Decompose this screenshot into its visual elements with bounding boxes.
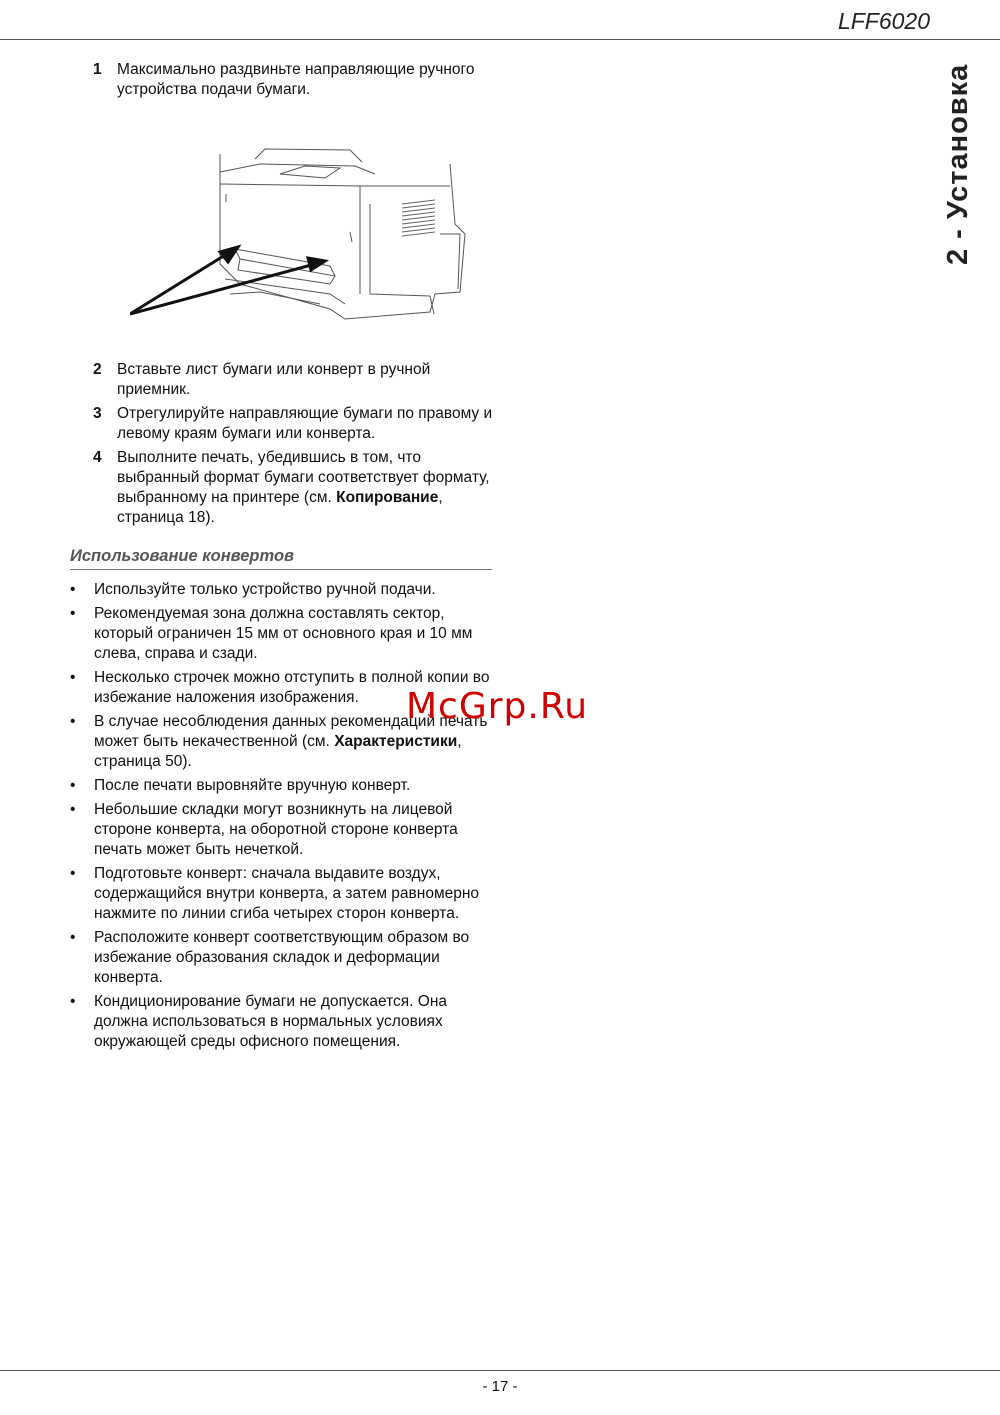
bullet-icon: • bbox=[70, 993, 76, 1010]
bullet-icon: • bbox=[70, 801, 76, 818]
list-item-text: Расположите конверт соответствующим образом во избежание образования складок и деформации конверта. bbox=[94, 929, 470, 986]
bullet-icon: • bbox=[70, 929, 76, 946]
bullet-icon: • bbox=[70, 605, 76, 622]
cross-reference-specifications: Характеристики bbox=[334, 733, 458, 750]
document-model: LFF6020 bbox=[837, 8, 930, 34]
step-text: Максимально раздвиньте направляющие ручного устройства подачи бумаги. bbox=[117, 61, 475, 98]
step-text: Отрегулируйте направляющие бумаги по правому и левому краям бумаги или конверта. bbox=[117, 405, 493, 442]
list-item bbox=[70, 928, 495, 988]
step-4 bbox=[70, 448, 495, 528]
step-3 bbox=[70, 404, 495, 444]
bullet-icon: • bbox=[70, 713, 76, 730]
bullet-icon: • bbox=[70, 581, 76, 598]
step-number: 2 bbox=[93, 361, 102, 378]
list-item-text: После печати выровняйте вручную конверт. bbox=[94, 777, 411, 794]
list-item bbox=[70, 776, 495, 796]
step-text-start: Выполните печать, убедившись в том, что выбранный формат бумаги соответствует формату, выбранному на принтере (см. bbox=[117, 449, 490, 506]
list-item-text-end: , страница 50). bbox=[94, 733, 462, 770]
step-number: 3 bbox=[93, 405, 102, 422]
list-item-text: Подготовьте конверт: сначала выдавите воздух, содержащийся внутри конверта, а затем равномерно нажмите по линии сгиба четырех сторон конверта. bbox=[94, 865, 480, 922]
bullet-list bbox=[70, 580, 495, 1052]
step-1 bbox=[70, 60, 495, 100]
step-number: 1 bbox=[93, 61, 102, 78]
step-text bbox=[117, 448, 495, 528]
list-item bbox=[70, 604, 495, 664]
list-item-text: Несколько строчек можно отступить в полной копии во избежание наложения изображения. bbox=[94, 669, 490, 706]
list-item-text: Кондиционирование бумаги не допускается. Она должна использоваться в нормальных условиях окружающей среды офисного помещения. bbox=[94, 993, 447, 1050]
list-item bbox=[70, 580, 495, 600]
bullet-icon: • bbox=[70, 777, 76, 794]
watermark: McGrp.Ru bbox=[406, 686, 589, 727]
chapter-tab: 2 - Установка bbox=[942, 63, 974, 265]
cross-reference-copying: Копирование bbox=[336, 489, 439, 506]
bullet-icon: • bbox=[70, 669, 76, 686]
page-content bbox=[70, 60, 495, 1056]
section-heading: Использование конвертов bbox=[70, 546, 492, 570]
list-item-text-start: В случае несоблюдения данных рекомендаций печать может быть некачественной (см. bbox=[94, 713, 488, 750]
list-item bbox=[70, 800, 495, 860]
header-divider bbox=[0, 39, 1000, 40]
step-text-end: , страница 18). bbox=[117, 489, 443, 526]
printer-manual-feed-illustration bbox=[130, 144, 490, 334]
step-text: Вставьте лист бумаги или конверт в ручной приемник. bbox=[117, 361, 431, 398]
list-item-text: Используйте только устройство ручной подачи. bbox=[94, 581, 436, 598]
step-2 bbox=[70, 360, 495, 400]
list-item-text: Рекомендуемая зона должна составлять сектор, который ограничен 15 мм от основного края и 10 мм слева, справа и сзади. bbox=[94, 605, 473, 662]
step-number: 4 bbox=[93, 449, 102, 466]
printer-illustration bbox=[130, 144, 490, 334]
page-number: - 17 - bbox=[482, 1378, 518, 1395]
list-item bbox=[70, 864, 495, 924]
list-item bbox=[70, 992, 495, 1052]
footer-divider bbox=[0, 1370, 1000, 1371]
bullet-icon: • bbox=[70, 865, 76, 882]
list-item-text: Небольшие складки могут возникнуть на лицевой стороне конверта, на оборотной стороне конверта печать может быть нечеткой. bbox=[94, 801, 458, 858]
